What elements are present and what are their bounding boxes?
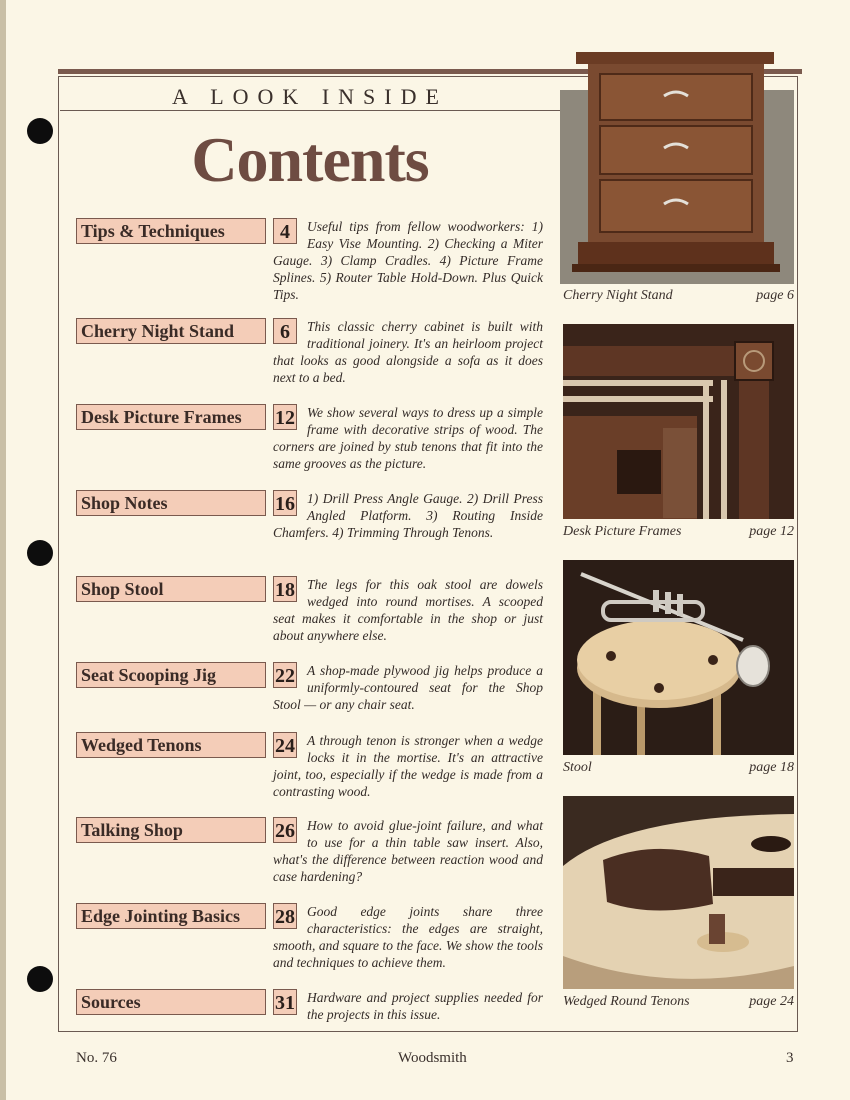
entry-title[interactable]: Seat Scooping Jig bbox=[76, 662, 266, 688]
picture-frame-photo bbox=[563, 324, 794, 519]
binder-hole bbox=[27, 118, 53, 144]
binder-hole bbox=[27, 966, 53, 992]
entry-title[interactable]: Edge Jointing Basics bbox=[76, 903, 266, 929]
entry-page-number: 22 bbox=[273, 662, 297, 688]
caption-page: page 18 bbox=[749, 760, 794, 775]
entry-page-number: 12 bbox=[273, 404, 297, 430]
contents-entry[interactable] bbox=[76, 989, 548, 1029]
entry-title[interactable]: Wedged Tenons bbox=[76, 732, 266, 758]
caption-text: Wedged Round Tenons bbox=[563, 994, 690, 1009]
stool-photo bbox=[563, 560, 794, 755]
entry-description: 1) Drill Press Angle Gauge. 2) Drill Press Angled Platform. 3) Routing Inside Chamfers. 4) Trimming Through Tenons. bbox=[273, 491, 543, 540]
entry-description: Good edge joints share three characteristics: the edges are straight, smooth, and square to the face. We show the tools and techniques to achieve them. bbox=[273, 904, 543, 970]
entry-page-number: 28 bbox=[273, 903, 297, 929]
contents-entry[interactable] bbox=[76, 318, 548, 406]
entry-page-number: 18 bbox=[273, 576, 297, 602]
contents-entry[interactable] bbox=[76, 732, 548, 820]
entry-page-number: 24 bbox=[273, 732, 297, 758]
issue-number: No. 76 bbox=[76, 1050, 117, 1066]
night-stand-photo bbox=[560, 52, 794, 284]
caption-page: page 6 bbox=[756, 288, 794, 303]
entry-page-number: 31 bbox=[273, 989, 297, 1015]
entry-title[interactable]: Tips & Techniques bbox=[76, 218, 266, 244]
contents-entry[interactable] bbox=[76, 576, 548, 664]
page-number: 3 bbox=[786, 1050, 794, 1066]
caption-text: Cherry Night Stand bbox=[563, 288, 673, 303]
contents-entry[interactable] bbox=[76, 490, 548, 578]
photo-caption bbox=[563, 524, 794, 542]
caption-text: Desk Picture Frames bbox=[563, 524, 682, 539]
contents-entry[interactable] bbox=[76, 903, 548, 991]
entry-title[interactable]: Cherry Night Stand bbox=[76, 318, 266, 344]
contents-entry[interactable] bbox=[76, 817, 548, 905]
photo-caption bbox=[563, 288, 794, 306]
entry-description: We show several ways to dress up a simple frame with decorative strips of wood. The corners are joined by stub tenons that fit into the same grooves as the picture. bbox=[273, 405, 543, 471]
entry-page-number: 16 bbox=[273, 490, 297, 516]
entry-title[interactable]: Talking Shop bbox=[76, 817, 266, 843]
entry-page-number: 26 bbox=[273, 817, 297, 843]
section-kicker: A LOOK INSIDE bbox=[172, 84, 448, 109]
caption-text: Stool bbox=[563, 760, 592, 775]
entry-description: A through tenon is stronger when a wedge locks it in the mortise. It's an attractive joint, too, especially if the wedge is made from a contrasting wood. bbox=[273, 733, 543, 799]
entry-description: Hardware and project supplies needed for the projects in this issue. bbox=[307, 990, 543, 1022]
contents-entry[interactable] bbox=[76, 218, 548, 306]
photo-caption bbox=[563, 760, 794, 778]
entry-title[interactable]: Desk Picture Frames bbox=[76, 404, 266, 430]
caption-page: page 24 bbox=[749, 994, 794, 1009]
caption-page: page 12 bbox=[749, 524, 794, 539]
contents-entry[interactable] bbox=[76, 404, 548, 492]
entry-title[interactable]: Shop Stool bbox=[76, 576, 266, 602]
photo-caption bbox=[563, 994, 794, 1012]
entry-description: A shop-made plywood jig helps produce a uniformly-contoured seat for the Shop Stool — or any chair seat. bbox=[273, 663, 543, 712]
magazine-name: Woodsmith bbox=[398, 1050, 467, 1066]
entry-page-number: 6 bbox=[273, 318, 297, 344]
wedged-tenon-photo bbox=[563, 796, 794, 989]
entry-description: How to avoid glue-joint failure, and what to use for a thin table saw insert. Also, what's the difference between reaction wood and case hardening? bbox=[273, 818, 543, 884]
entry-title[interactable]: Shop Notes bbox=[76, 490, 266, 516]
entry-page-number: 4 bbox=[273, 218, 297, 244]
kicker-divider bbox=[60, 110, 560, 111]
entry-title[interactable]: Sources bbox=[76, 989, 266, 1015]
entry-description: The legs for this oak stool are dowels wedged into round mortises. A scooped seat makes it comfortable in the shop or just about anywhere else. bbox=[273, 577, 543, 643]
entry-description: Useful tips from fellow woodworkers: 1) Easy Vise Mounting. 2) Checking a Miter Gauge. 3) Clamp Cradles. 4) Picture Frame Splines. 5) Router Table Hold-Down. Plus Quick Tips. bbox=[273, 219, 543, 302]
entry-description: This classic cherry cabinet is built with traditional joinery. It's an heirloom project that looks as good alongside a sofa as it does next to a bed. bbox=[273, 319, 543, 385]
page-title: Contents bbox=[191, 124, 429, 195]
binder-hole bbox=[27, 540, 53, 566]
page-edge bbox=[0, 0, 6, 1100]
